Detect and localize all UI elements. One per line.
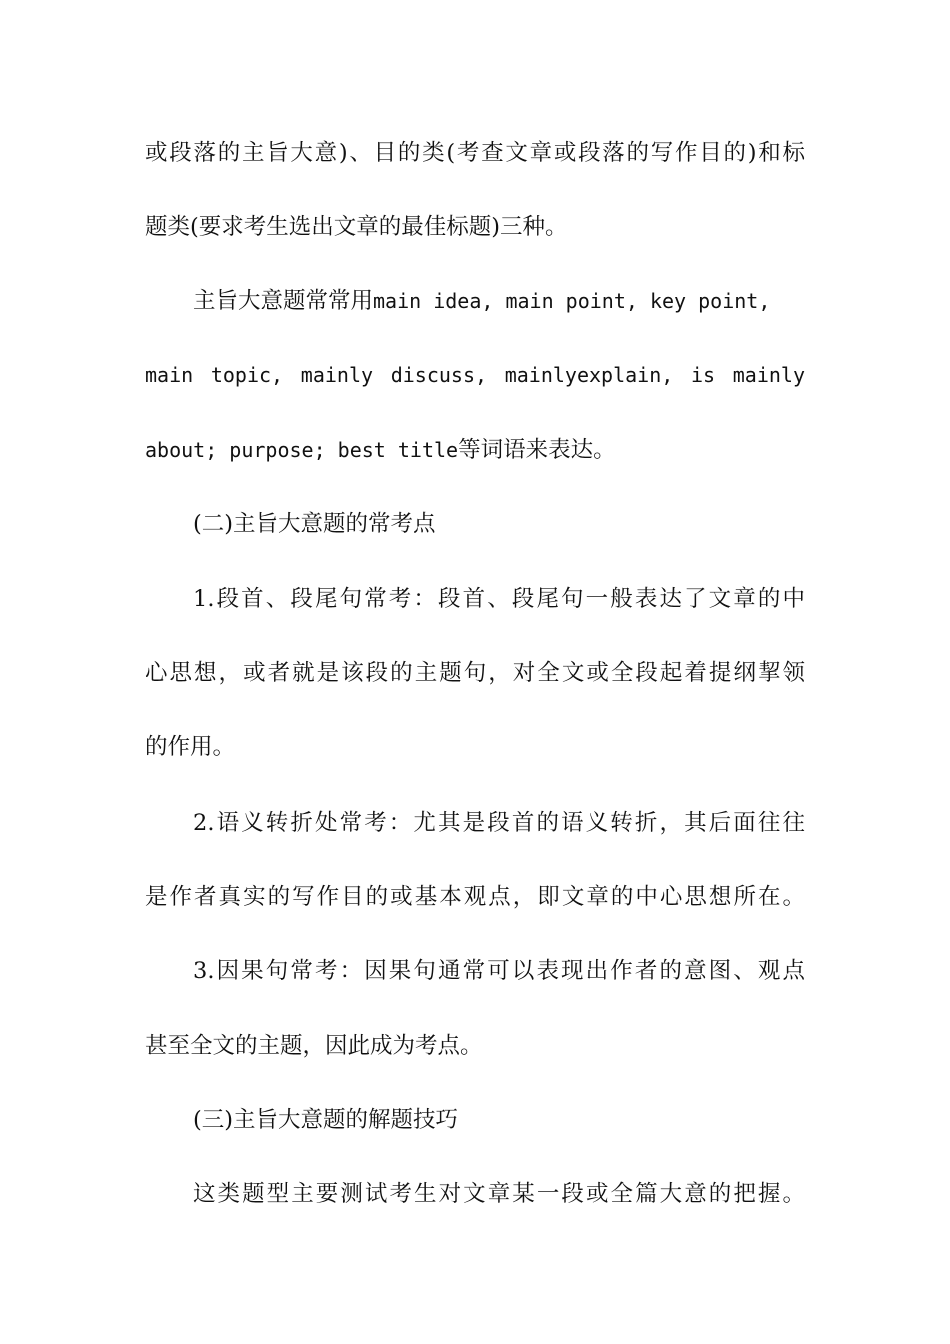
text-line-10: 2.语义转折处常考：尤其是段首的语义转折，其后面往往 (193, 810, 805, 836)
text-line-2: 题类(要求考生选出文章的最佳标题)三种。 (145, 214, 568, 240)
text-line-12: 3.因果句常考：因果句通常可以表现出作者的意图、观点 (193, 958, 805, 984)
text-line-7: 1.段首、段尾句常考：段首、段尾句一般表达了文章的中 (193, 586, 805, 612)
text-line-15: 这类题型主要测试考生对文章某一段或全篇大意的把握。 (193, 1181, 805, 1207)
text-line-13: 甚至全文的主题，因此成为考点。 (145, 1033, 483, 1059)
text-line-4: main topic, mainly discuss, mainlyexplain, is mainly (145, 363, 805, 387)
text-line-11: 是作者真实的写作目的或基本观点，即文章的中心思想所在。 (145, 884, 805, 910)
text-line-5-suffix: 等词语来表达。 (458, 437, 616, 463)
section-heading-2: (二)主旨大意题的常考点 (193, 511, 436, 537)
section-heading-3: (三)主旨大意题的解题技巧 (193, 1107, 459, 1133)
text-line-3 (193, 281, 805, 321)
text-line-5 (145, 430, 805, 470)
text-line-1: 或段落的主旨大意)、目的类(考查文章或段落的写作目的)和标 (145, 140, 805, 166)
text-line-3-keywords: main idea, main point, key point, (373, 289, 771, 313)
text-line-3-prefix: 主旨大意题常常用 (193, 288, 374, 314)
text-line-9: 的作用。 (145, 734, 236, 760)
text-line-8: 心思想，或者就是该段的主题句，对全文或全段起着提纲挈领 (145, 660, 805, 686)
text-line-5-keywords: about; purpose; best title (145, 438, 459, 462)
